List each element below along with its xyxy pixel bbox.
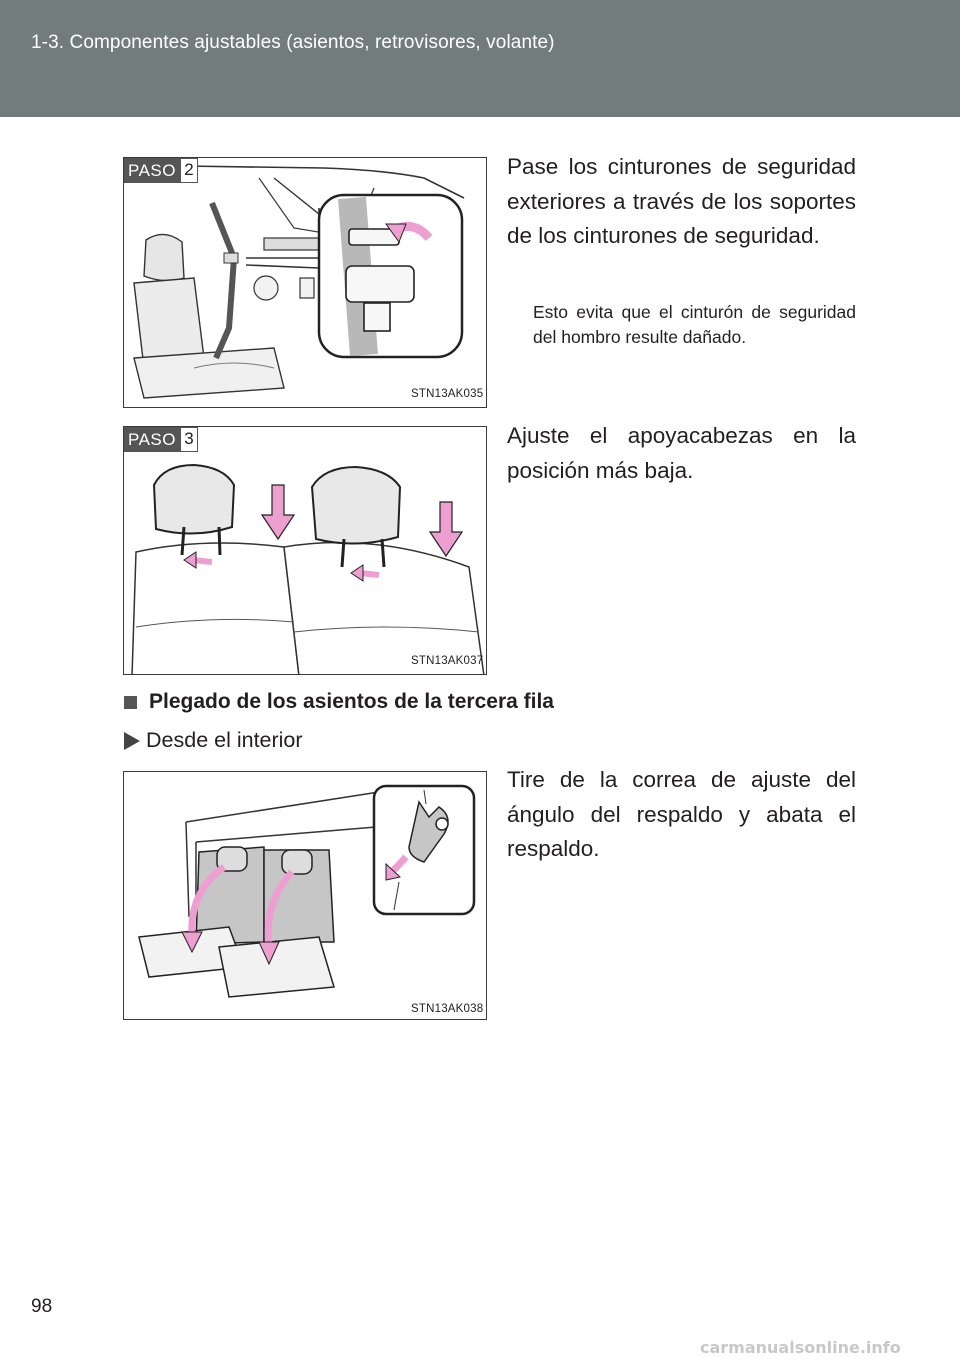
step-badge <box>124 158 198 183</box>
step-word: PASO <box>124 158 180 183</box>
fold-seat-illustration <box>124 772 487 1020</box>
chapter-title: 1-3. Componentes ajustables (asientos, retrovisores, volante) <box>31 32 555 53</box>
figure-code: STN13AK038 <box>411 1003 484 1015</box>
figure-code: STN13AK037 <box>411 655 484 667</box>
step-word: PASO <box>124 427 180 452</box>
figure-step-2 <box>123 157 487 408</box>
step-badge <box>124 427 198 452</box>
page-header <box>0 0 960 117</box>
fold-instruction: Tire de la correa de ajuste del ángulo del respaldo y abata el respaldo. <box>507 767 856 861</box>
figure-third-row <box>123 771 487 1020</box>
headrest-illustration <box>124 427 487 675</box>
step-number: 3 <box>180 427 198 452</box>
seatbelt-illustration <box>124 158 487 408</box>
square-bullet-icon <box>124 696 137 709</box>
figure-step-3 <box>123 426 487 675</box>
step-number: 2 <box>180 158 198 183</box>
step-2-note: Esto evita que el cinturón de seguridad del hombro resulte dañado. <box>533 302 856 347</box>
step-3-instruction: Ajuste el apoyacabezas en la posición más baja. <box>507 423 856 483</box>
figure-code: STN13AK035 <box>411 388 484 400</box>
triangle-bullet-icon <box>124 732 140 750</box>
subsection-heading <box>124 728 303 753</box>
page-number: 98 <box>31 1296 53 1317</box>
step-2-instruction: Pase los cinturones de seguridad exteriores a través de los soportes de los cinturones de seguridad. <box>507 154 856 248</box>
watermark: carmanualsonline.info <box>700 1338 901 1357</box>
section-heading <box>124 690 554 714</box>
section-heading-text: Plegado de los asientos de la tercera fila <box>149 690 554 713</box>
subsection-heading-text: Desde el interior <box>146 728 303 752</box>
